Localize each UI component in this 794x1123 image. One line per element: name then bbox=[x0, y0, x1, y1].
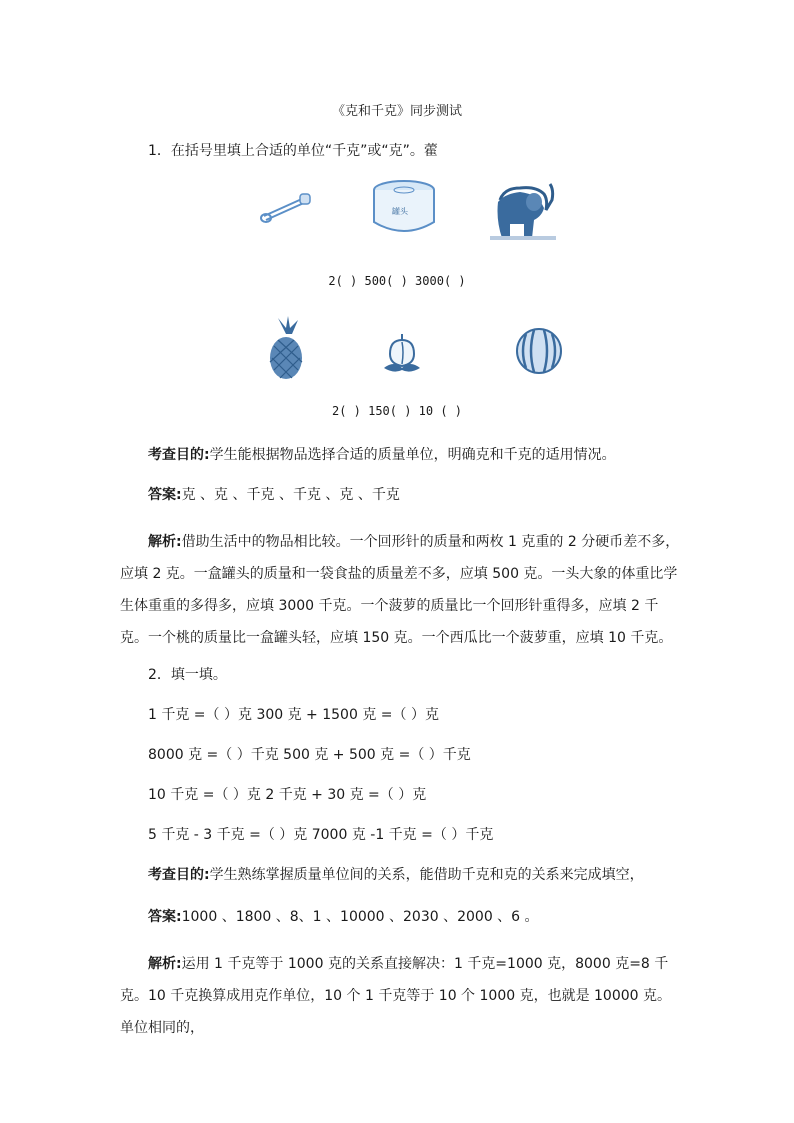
safety-pin-icon bbox=[258, 190, 312, 224]
row-2-blanks: 2( ) 150( ) 10 ( ) bbox=[331, 404, 463, 418]
q2-analysis bbox=[120, 948, 682, 1044]
q2-line-3: 10 千克 =（ ）克 2 千克 + 30 克 =（ ）克 bbox=[148, 787, 427, 803]
q2-analysis-text: 运用 1 千克等于 1000 克的关系直接解决：1 千克=1000 克，8000 克=8 千克。10 千克换算成用克作单位，10 个 1 千克等于 10 个 1000 克，也就是 10000 克。单位相同的， bbox=[120, 956, 672, 1036]
page-title: 《克和千克》同步测试 bbox=[331, 104, 462, 119]
peach-icon bbox=[380, 330, 424, 374]
q1-analysis-label: 解析: bbox=[148, 534, 182, 550]
q1-answer-text: 克 、克 、千克 、千克 、克 、千克 bbox=[181, 487, 400, 503]
q1-analysis bbox=[120, 526, 682, 654]
q2-objective-text: 学生熟练掌握质量单位间的关系，能借助千克和克的关系来完成填空， bbox=[209, 867, 644, 883]
watermelon-icon bbox=[514, 326, 564, 376]
q2-analysis-label: 解析: bbox=[148, 956, 182, 972]
question-2-prompt: 2．填一填。 bbox=[148, 667, 227, 683]
question-1-prompt: 1．在括号里填上合适的单位“千克”或“克”。藿 bbox=[148, 143, 438, 159]
q2-answer-label: 答案: bbox=[148, 909, 182, 925]
q2-objective bbox=[148, 864, 644, 884]
q1-analysis-text: 借助生活中的物品相比较。一个回形针的质量和两枚 1 克重的 2 分硬币差不多，应填 2 克。一盒罐头的质量和一袋食盐的质量差不多，应填 500 克。一头大象的体重比学生体重重的多得多，应填 3000 千克。一个菠萝的质量比一个回形针重得多，应填 2 千克。一个桃的质量比一盒罐头轻，应填 150 克。一个西瓜比一个菠萝重，应填 10 千克。 bbox=[120, 534, 680, 646]
q2-line-1: 1 千克 =（ ）克 300 克 + 1500 克 =（ ）克 bbox=[148, 707, 439, 723]
q1-answer bbox=[148, 484, 400, 504]
can-label: 罐头 bbox=[392, 207, 408, 216]
q1-objective-label: 考查目的: bbox=[148, 447, 210, 463]
row-1-blanks: 2( ) 500( ) 3000( ) bbox=[328, 274, 466, 288]
q2-line-2: 8000 克 =（ ）千克 500 克 + 500 克 =（ ）千克 bbox=[148, 747, 471, 763]
q1-objective bbox=[148, 444, 616, 464]
q1-answer-label: 答案: bbox=[148, 487, 182, 503]
q2-line-4: 5 千克 - 3 千克 =（ ）克 7000 克 -1 千克 =（ ）千克 bbox=[148, 827, 494, 843]
q1-objective-text: 学生能根据物品选择合适的质量单位，明确克和千克的适用情况。 bbox=[209, 447, 616, 463]
pineapple-icon bbox=[262, 316, 310, 380]
elephant-icon bbox=[490, 180, 556, 242]
q2-objective-label: 考查目的: bbox=[148, 867, 210, 883]
q2-answer-text: 1000 、1800 、8、1 、10000 、2030 、2000 、6 。 bbox=[181, 909, 539, 925]
q2-answer bbox=[148, 906, 539, 926]
